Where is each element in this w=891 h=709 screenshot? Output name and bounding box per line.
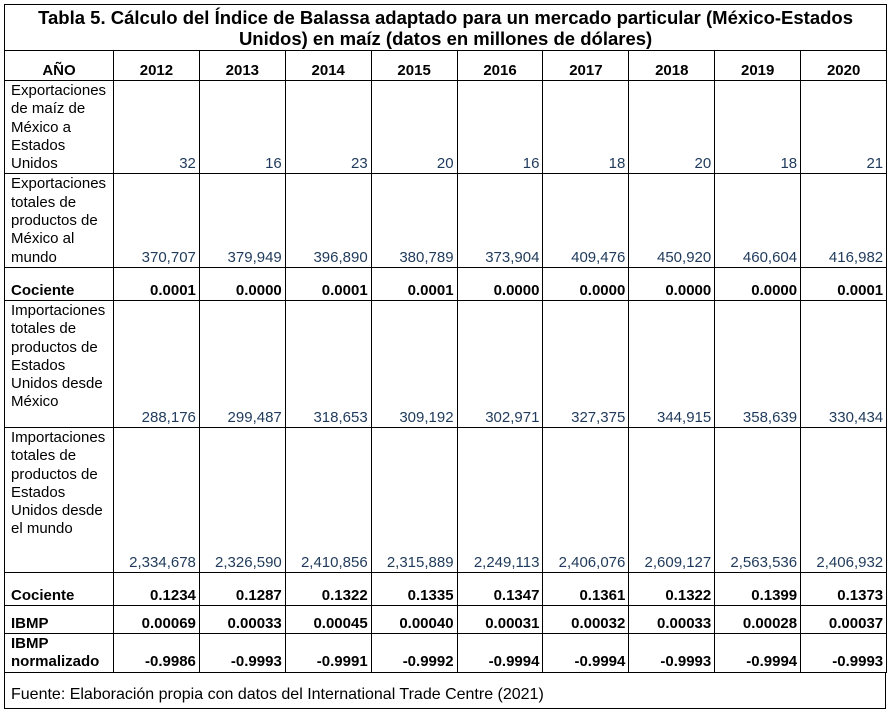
value-cell: 379,949 [199, 174, 285, 267]
value-cell: 0.1335 [371, 572, 457, 605]
value-cell: 288,176 [114, 300, 200, 427]
value-cell: 0.00033 [629, 605, 715, 633]
year-header-cell: 2019 [715, 51, 801, 81]
balassa-table [4, 4, 887, 673]
value-cell: 0.0000 [457, 267, 543, 300]
value-cell: 0.00045 [285, 605, 371, 633]
value-cell: 409,476 [543, 174, 629, 267]
value-cell: 0.1373 [801, 572, 887, 605]
value-cell: 370,707 [114, 174, 200, 267]
value-cell: -0.9993 [801, 633, 887, 672]
value-cell: 309,192 [371, 300, 457, 427]
value-cell: 0.0000 [629, 267, 715, 300]
row-label: Importaciones totales de productos de Estados Unidos desde el mundo [5, 427, 114, 572]
row-label: Exportaciones totales de productos de México al mundo [5, 174, 114, 267]
value-cell: 0.1322 [629, 572, 715, 605]
value-cell: 20 [371, 81, 457, 174]
value-cell: 0.0000 [543, 267, 629, 300]
row-label: IBMP normalizado [5, 633, 114, 672]
value-cell: 2,406,932 [801, 427, 887, 572]
value-cell: 327,375 [543, 300, 629, 427]
year-header: AÑO [5, 51, 114, 81]
value-cell: 0.0001 [114, 267, 200, 300]
value-cell: 318,653 [285, 300, 371, 427]
table-row [5, 81, 887, 174]
value-cell: 380,789 [371, 174, 457, 267]
value-cell: 2,249,113 [457, 427, 543, 572]
year-header-cell: 2012 [114, 51, 200, 81]
value-cell: 2,609,127 [629, 427, 715, 572]
value-cell: 0.1347 [457, 572, 543, 605]
year-header-cell: 2016 [457, 51, 543, 81]
row-label: IBMP [5, 605, 114, 633]
source-note: Fuente: Elaboración propia con datos del International Trade Centre (2021) [4, 673, 886, 709]
value-cell: 16 [457, 81, 543, 174]
value-cell: -0.9994 [715, 633, 801, 672]
value-cell: 2,334,678 [114, 427, 200, 572]
value-cell: 2,410,856 [285, 427, 371, 572]
value-cell: 0.00031 [457, 605, 543, 633]
value-cell: -0.9993 [199, 633, 285, 672]
value-cell: 20 [629, 81, 715, 174]
table-row [5, 174, 887, 267]
value-cell: 416,982 [801, 174, 887, 267]
value-cell: 450,920 [629, 174, 715, 267]
table-title: Tabla 5. Cálculo del Índice de Balassa adaptado para un mercado particular (México-Estados Unidos) en maíz (datos en millones de dólares) [5, 5, 887, 51]
value-cell: -0.9993 [629, 633, 715, 672]
row-label: Cociente [5, 267, 114, 300]
value-cell: 0.00037 [801, 605, 887, 633]
year-header-cell: 2020 [801, 51, 887, 81]
value-cell: 0.1287 [199, 572, 285, 605]
value-cell: 32 [114, 81, 200, 174]
value-cell: 2,326,590 [199, 427, 285, 572]
balassa-table-container [4, 4, 886, 709]
value-cell: 0.1399 [715, 572, 801, 605]
value-cell: 330,434 [801, 300, 887, 427]
value-cell: 0.1322 [285, 572, 371, 605]
value-cell: 299,487 [199, 300, 285, 427]
header-row [5, 51, 887, 81]
value-cell: 0.0000 [715, 267, 801, 300]
value-cell: 23 [285, 81, 371, 174]
value-cell: 0.1361 [543, 572, 629, 605]
value-cell: 0.00028 [715, 605, 801, 633]
table-row [5, 300, 887, 427]
value-cell: 302,971 [457, 300, 543, 427]
table-row [5, 572, 887, 605]
value-cell: 0.00033 [199, 605, 285, 633]
value-cell: 21 [801, 81, 887, 174]
value-cell: 0.1234 [114, 572, 200, 605]
table-row [5, 633, 887, 672]
value-cell: 396,890 [285, 174, 371, 267]
value-cell: 2,406,076 [543, 427, 629, 572]
value-cell: 0.0000 [199, 267, 285, 300]
value-cell: -0.9986 [114, 633, 200, 672]
value-cell: 0.0001 [801, 267, 887, 300]
year-header-cell: 2014 [285, 51, 371, 81]
value-cell: 2,563,536 [715, 427, 801, 572]
value-cell: 0.00040 [371, 605, 457, 633]
table-row [5, 427, 887, 572]
value-cell: 0.0001 [371, 267, 457, 300]
value-cell: 2,315,889 [371, 427, 457, 572]
value-cell: 0.00069 [114, 605, 200, 633]
row-label: Importaciones totales de productos de Estados Unidos desde México [5, 300, 114, 427]
row-label: Cociente [5, 572, 114, 605]
value-cell: 18 [715, 81, 801, 174]
table-row [5, 267, 887, 300]
value-cell: 0.00032 [543, 605, 629, 633]
value-cell: -0.9994 [543, 633, 629, 672]
year-header-cell: 2015 [371, 51, 457, 81]
year-header-cell: 2013 [199, 51, 285, 81]
value-cell: 344,915 [629, 300, 715, 427]
row-label: Exportaciones de maíz de México a Estados Unidos [5, 81, 114, 174]
value-cell: -0.9994 [457, 633, 543, 672]
value-cell: 16 [199, 81, 285, 174]
value-cell: 460,604 [715, 174, 801, 267]
value-cell: 373,904 [457, 174, 543, 267]
value-cell: -0.9992 [371, 633, 457, 672]
value-cell: 358,639 [715, 300, 801, 427]
table-row [5, 605, 887, 633]
year-header-cell: 2018 [629, 51, 715, 81]
value-cell: 18 [543, 81, 629, 174]
value-cell: -0.9991 [285, 633, 371, 672]
value-cell: 0.0001 [285, 267, 371, 300]
year-header-cell: 2017 [543, 51, 629, 81]
